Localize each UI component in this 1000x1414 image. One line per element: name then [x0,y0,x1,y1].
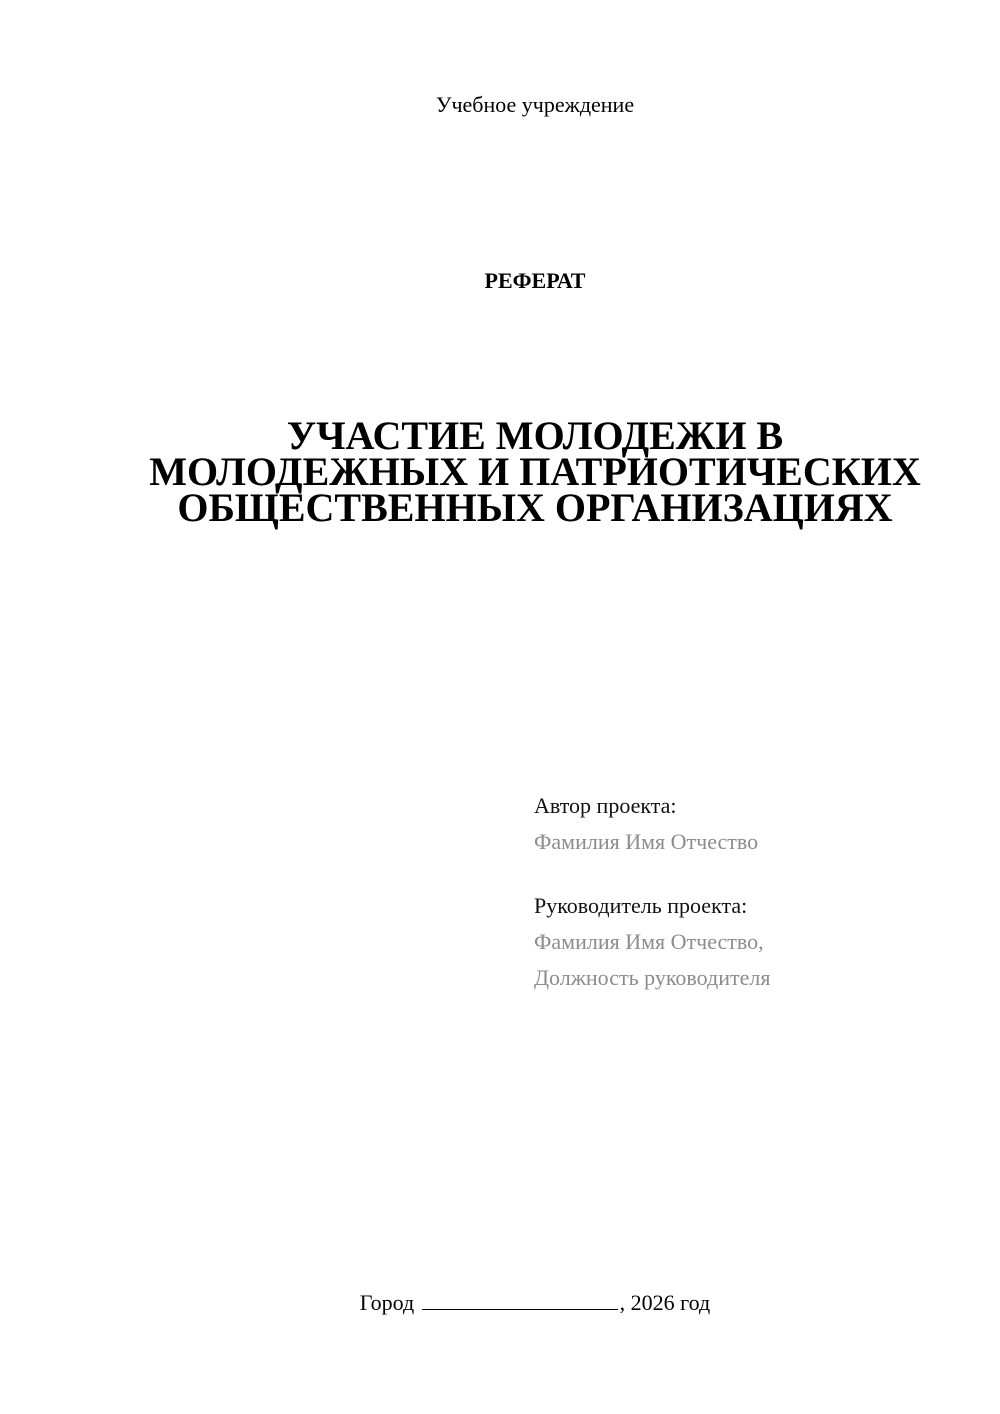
document-title [120,413,950,530]
supervisor-name: Фамилия Имя Отчество, [534,929,764,954]
author-name: Фамилия Имя Отчество [534,829,759,854]
title-line: УЧАСТИЕ МОЛОДЕЖИ В [286,413,784,458]
footer-city-year [0,1290,1000,1316]
credits-block [534,788,974,996]
author-label: Автор проекта: [534,793,677,818]
document-type: РЕФЕРАТ [484,268,586,293]
city-label: Город [359,1290,415,1315]
city-blank-line [422,1291,618,1310]
supervisor-position: Должность руководителя [534,965,771,990]
title-line: ОБЩЕСТВЕННЫХ ОРГАНИЗАЦИЯХ [177,485,893,530]
year-text: , 2026 год [619,1290,711,1315]
supervisor-label: Руководитель проекта: [534,893,748,918]
title-line: МОЛОДЕЖНЫХ И ПАТРИОТИЧЕСКИХ [149,449,921,494]
institution-name: Учебное учреждение [435,92,635,117]
